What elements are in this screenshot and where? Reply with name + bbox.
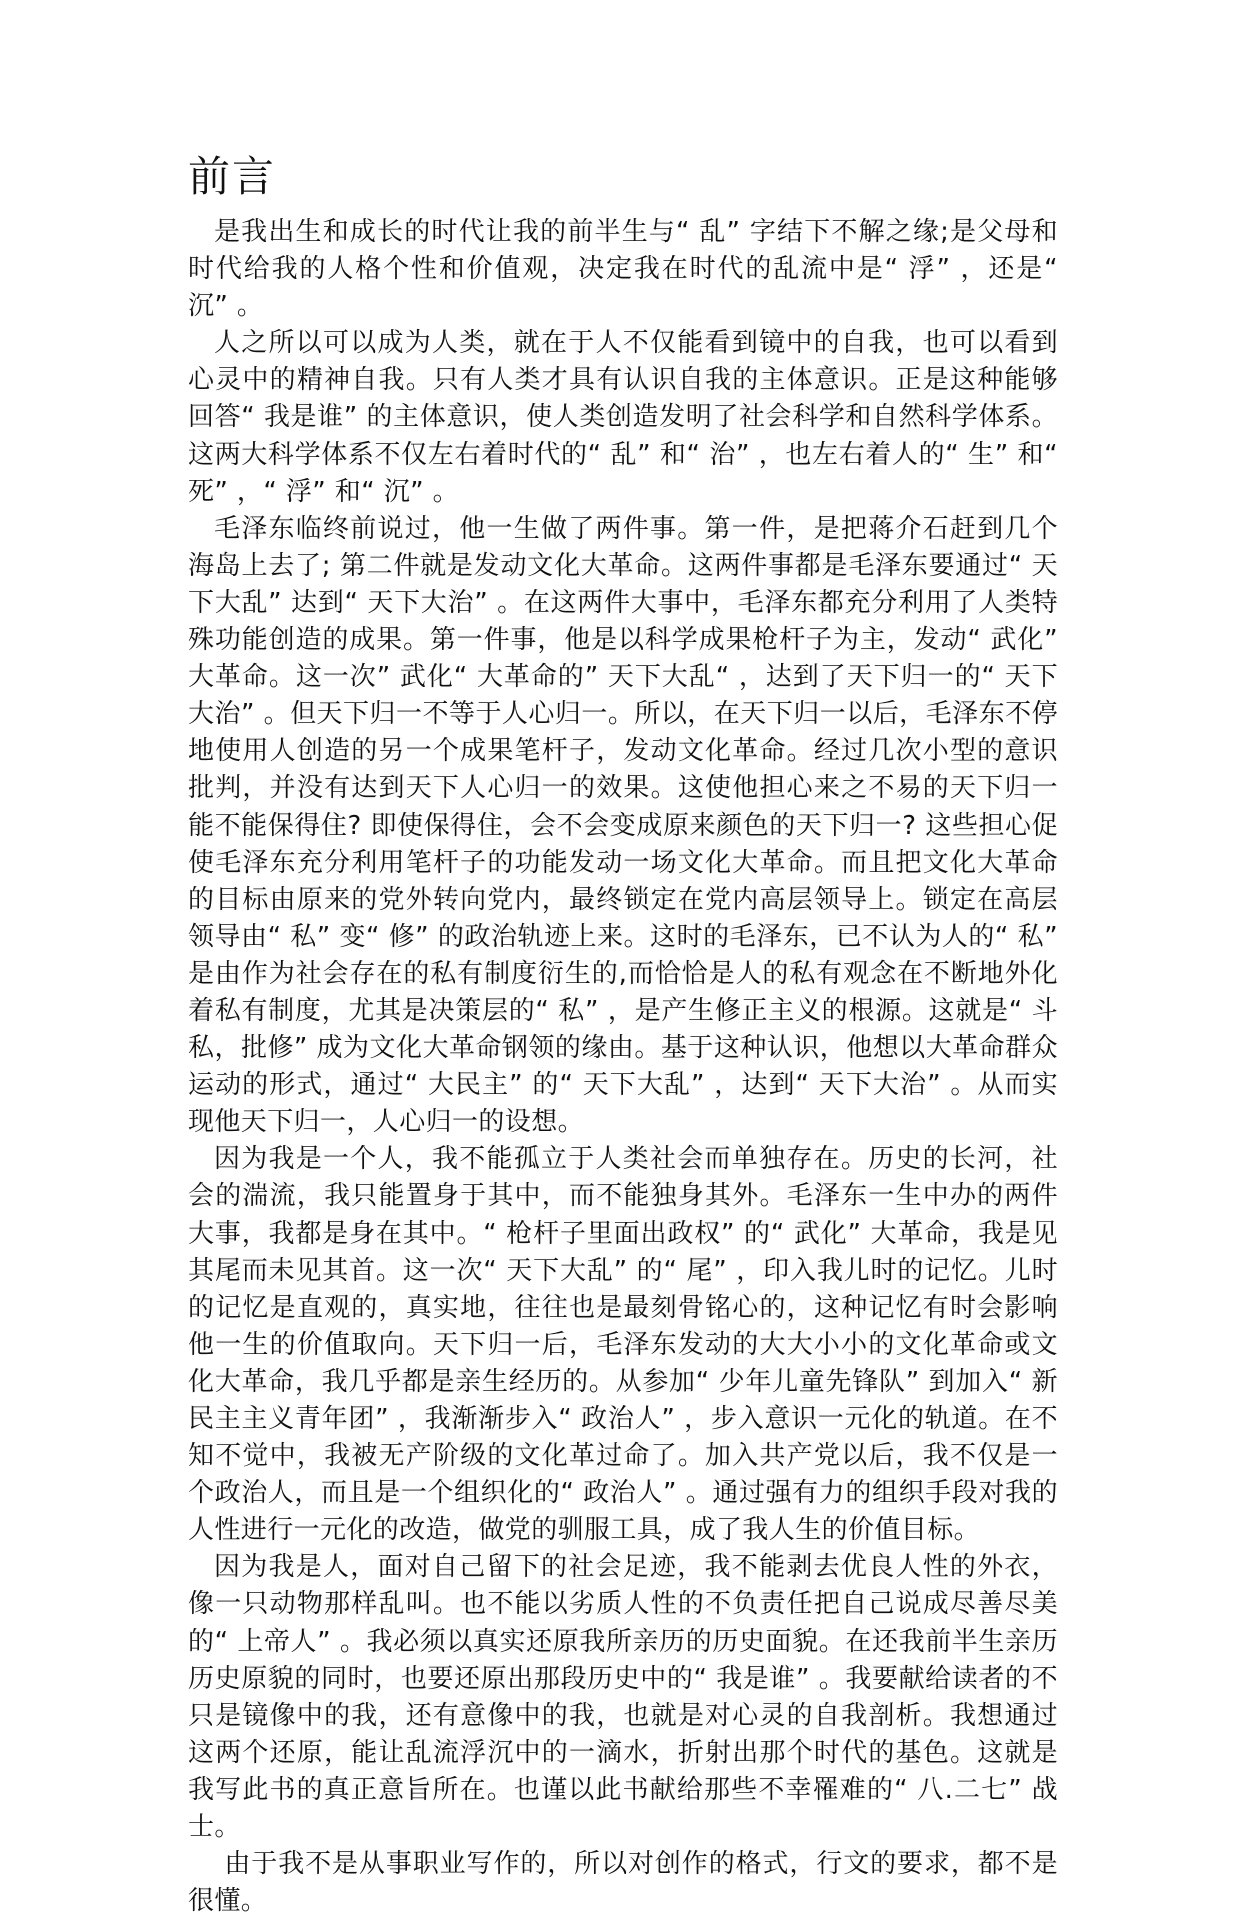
paragraph-6: 由于我不是从事职业写作的，所以对创作的格式，行文的要求，都不是很懂。 xyxy=(188,1849,1058,1917)
paragraph-2: 人之所以可以成为人类，就在于人不仅能看到镜中的自我，也可以看到心灵中的精神自我。只有人类才具有认识自我的主体意识。正是这种能够回答“ 我是谁” 的主体意识，使人类创造发明了社会科学和自然科学体系。这两大科学体系不仅左右着时代的“ 乱” 和“ 治” ，也左右着人的“ 生” 和“ 死” ，“ 浮” 和“ 沉” 。 xyxy=(188,328,1058,507)
paragraph-5: 因为我是人，面对自己留下的社会足迹，我不能剥去优良人性的外衣，像一只动物那样乱叫。也不能以劣质人性的不负责任把自己说成尽善尽美的“ 上帝人” 。我必须以真实还原我所亲历的历史面貌。在还我前半生亲历历史原貌的同时，也要还原出那段历史中的“ 我是谁” 。我要献给读者的不只是镜像中的我，还有意像中的我，也就是对心灵的自我剖析。我想通过这两个还原，能让乱流浮沉中的一滴水，折射出那个时代的基色。这就是我写此书的真正意旨所在。也谨以此书献给那些不幸罹难的“ 八.二七” 战士。 xyxy=(188,1552,1058,1843)
document-page xyxy=(188,150,1058,1920)
paragraph-1: 是我出生和成长的时代让我的前半生与“ 乱” 字结下不解之缘;是父母和时代给我的人格个性和价值观，决定我在时代的乱流中是“ 浮” ，还是“ 沉” 。 xyxy=(188,217,1058,322)
document-title: 前言 xyxy=(188,152,277,201)
paragraph-3: 毛泽东临终前说过，他一生做了两件事。第一件，是把蒋介石赶到几个海岛上去了; 第二件就是发动文化大革命。这两件事都是毛泽东要通过“ 天下大乱” 达到“ 天下大治” 。在这两件大事中，毛泽东都充分利用了人类特殊功能创造的成果。第一件事，他是以科学成果枪杆子为主，发动“ 武化” 大革命。这一次” 武化“ 大革命的” 天下大乱“ ，达到了天下归一的“ 天下大治” 。但天下归一不等于人心归一。所以，在天下归一以后，毛泽东不停地使用人创造的另一个成果笔杆子，发动文化革命。经过几次小型的意识批判，并没有达到天下人心归一的效果。这使他担心来之不易的天下归一能不能保得住? 即使保得住，会不会变成原来颜色的天下归一? 这些担心促使毛泽东充分利用笔杆子的功能发动一场文化大革命。而且把文化大革命的目标由原来的党外转向党内，最终锁定在党内高层领导上。锁定在高层领导由“ 私” 变“ 修” 的政治轨迹上来。这时的毛泽东，已不认为人的“ 私” 是由作为社会存在的私有制度衍生的,而恰恰是人的私有观念在不断地外化着私有制度，尤其是决策层的“ 私” ，是产生修正主义的根源。这就是“ 斗私，批修” 成为文化大革命钢领的缘由。基于这种认识，他想以大革命群众运动的形式，通过“ 大民主” 的“ 天下大乱” ，达到“ 天下大治” 。从而实现他天下归一，人心归一的设想。 xyxy=(188,513,1058,1138)
paragraph-4: 因为我是一个人，我不能孤立于人类社会而单独存在。历史的长河，社会的湍流，我只能置身于其中，而不能独身其外。毛泽东一生中办的两件大事，我都是身在其中。“ 枪杆子里面出政权” 的“ 武化” 大革命，我是见其尾而未见其首。这一次“ 天下大乱” 的“ 尾” ，印入我儿时的记忆。儿时的记忆是直观的，真实地，往往也是最刻骨铭心的，这种记忆有时会影响他一生的价值取向。天下归一后，毛泽东发动的大大小小的文化革命或文化大革命，我几乎都是亲生经历的。从参加“ 少年儿童先锋队” 到加入“ 新民主主义青年团” ，我渐渐步入“ 政治人” ，步入意识一元化的轨道。在不知不觉中，我被无产阶级的文化革过命了。加入共产党以后，我不仅是一个政治人，而且是一个组织化的“ 政治人” 。通过强有力的组织手段对我的人性进行一元化的改造，做党的驯服工具，成了我人生的价值目标。 xyxy=(188,1144,1058,1546)
